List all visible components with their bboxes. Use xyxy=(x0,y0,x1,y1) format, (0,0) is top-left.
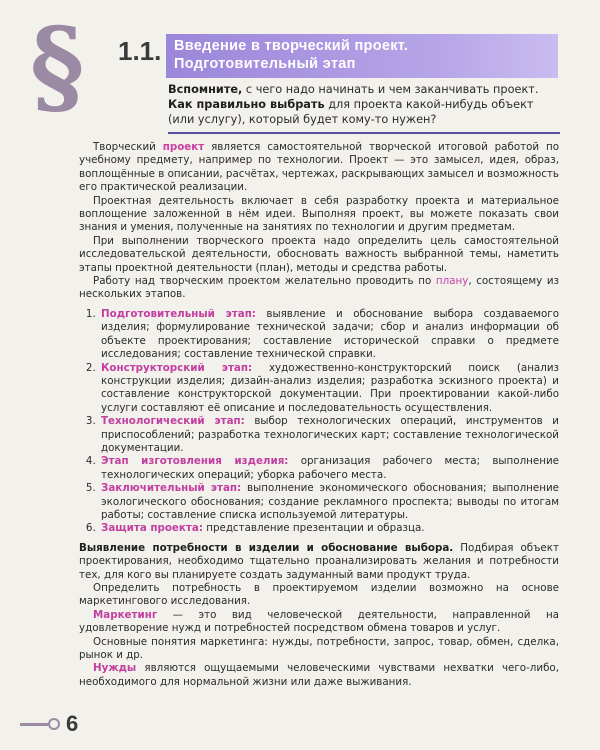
p4-text-b: , состоящему из нескольких этапов. xyxy=(79,275,559,301)
stages-list xyxy=(79,308,559,536)
needs-paragraph-2: Определить потребность в проектируемом изделии возможно на основе маркетингового исследования. xyxy=(79,582,559,608)
footer-dot-icon xyxy=(48,718,60,730)
stage-item xyxy=(99,362,559,416)
needs-def-text: являются ощущаемыми человеческими чувствами нехватки чего-либо, необходимого для нормальной жизни или даже выживания. xyxy=(79,662,559,688)
stage-item xyxy=(99,455,559,482)
stage-item xyxy=(99,415,559,455)
stage-name: Технологический этап: xyxy=(101,415,245,428)
footer-line xyxy=(20,723,50,726)
recall-text-1: с чего надо начинать и чем заканчивать проект. xyxy=(242,83,539,96)
stage-name: Подготовительный этап: xyxy=(101,307,256,320)
recall-text-2: для проекта какой-нибудь объект (или услугу), который будет кому-то нужен? xyxy=(168,98,534,126)
stage-text: выбор технологических операций, инструментов и приспособлений; разработка технологических карт; составление технологической документации. xyxy=(101,415,559,454)
marketing-text: — это вид человеческой деятельности, направленной на удовлетворение нужд и потребностей посредством обмена товаров и услуг. xyxy=(79,608,559,635)
chapter-title-line2: Подготовительный этап xyxy=(174,56,356,72)
term-plan: плану xyxy=(435,275,469,288)
stage-item xyxy=(99,522,559,535)
needs-def-paragraph xyxy=(79,662,559,689)
needs-heading: Выявление потребности в изделии и обоснование выбора. xyxy=(79,541,454,554)
stage-name: Заключительный этап: xyxy=(101,482,242,495)
concepts-paragraph: Основные понятия маркетинга: нужды, потребности, запрос, товар, обмен, сделка, рынок и др. xyxy=(79,635,559,662)
chapter-title-band xyxy=(166,34,558,78)
stage-item xyxy=(99,482,559,522)
term-marketing: Маркетинг xyxy=(93,608,158,621)
page-footer xyxy=(20,711,78,737)
page-number: 6 xyxy=(66,711,79,736)
term-project: проект xyxy=(162,141,205,153)
paragraph-3: При выполнении творческого проекта надо определить цель самостоятельной исследовательской деятельности, обосновать важность выбранной темы, наметить этапы проектной деятельности (план), методы и средства работы. xyxy=(79,234,559,274)
paragraph-4 xyxy=(79,275,559,302)
needs-paragraph xyxy=(79,542,559,582)
paragraph-1 xyxy=(79,141,559,195)
paragraph-2: Проектная деятельность включает в себя разработку проекта и материальное воплощение заложенной в нём идеи. Выполняя проект, вы можете показать свои знания и умения, полученные на занятиях по технологии и другим предметам. xyxy=(79,194,559,234)
stage-text: выполнение экономического обоснования; выполнение экологического обоснования; создание рекламного проспекта; выводы по итогам работы; составление списка используемой литературы. xyxy=(101,482,559,521)
stage-name: Защита проекта: xyxy=(101,522,203,535)
recall-bold-2: Как правильно выбрать xyxy=(168,98,325,111)
stage-text: организация рабочего места; выполнение технологических операций; уборка рабочего места. xyxy=(101,455,559,481)
main-text xyxy=(79,141,559,689)
section-sign: § xyxy=(30,4,85,127)
recall-box xyxy=(168,82,560,134)
stage-item xyxy=(99,308,559,362)
chapter-title-line1: Введение в творческий проект. xyxy=(174,38,409,54)
needs-text-1: Подбирая объект проектирования, необходимо тщательно проанализировать желания и потребности тех, для кого вы планируете создать задуманный вами продукт труда. xyxy=(79,541,559,581)
p4-text-a: Работу над творческим проектом желательно проводить по xyxy=(93,275,436,288)
recall-bold-1: Вспомните, xyxy=(168,83,243,96)
stage-name: Этап изготовления изделия: xyxy=(101,455,289,468)
stage-name: Конструкторский этап: xyxy=(101,361,253,374)
stage-text: художественно-конструкторский поиск (анализ конструкции изделия; дизайн-анализ изделия; разработка эскизного проекта) и составление конструкторской документации. При проектировании какой-либо услуги составляют её описание и последовательность осуществления. xyxy=(101,361,559,414)
p1-text-a: Творческий xyxy=(93,141,163,153)
term-needs: Нужды xyxy=(93,662,137,675)
marketing-paragraph xyxy=(79,609,559,636)
p1-text-b: является самостоятельной творческой итоговой работой по учебному предмету, например по технологии. Проект — это замысел, идея, образ, воплощённые в описании, расчётах, чертежах, раскрывающих замысел и возможность его практической реализации. xyxy=(79,141,559,194)
stage-text: представление презентации и образца. xyxy=(202,522,425,535)
chapter-number: 1.1. xyxy=(118,36,162,66)
stage-text: выявление и обоснование выбора создаваемого изделия; формулирование технической задачи; сбор и анализ информации об объекте проектирования; составление исторической справки о предмете исследования; составление технической справки. xyxy=(101,307,560,361)
